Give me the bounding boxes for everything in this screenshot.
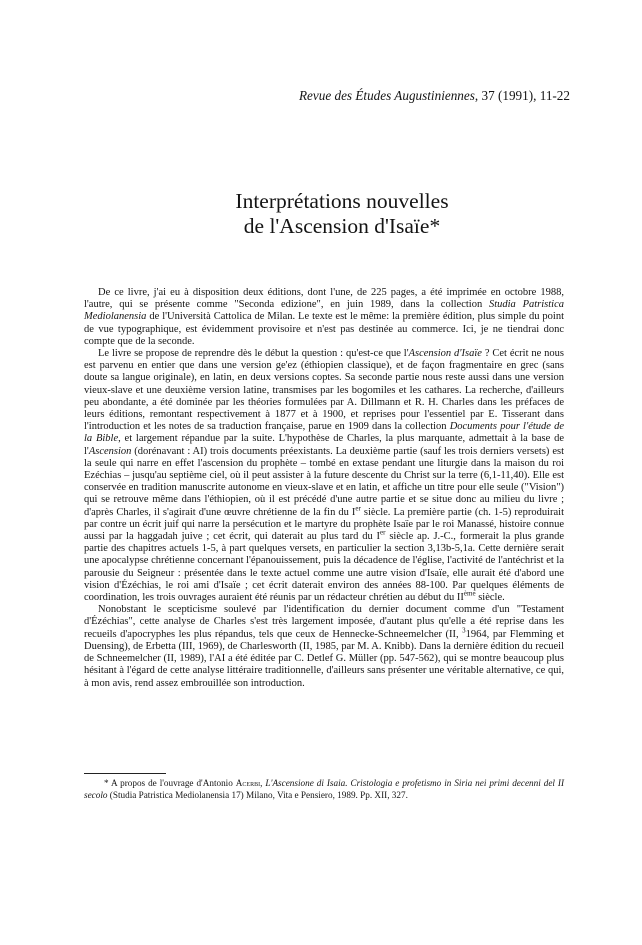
- superscript: ème: [463, 589, 476, 598]
- italic-run: Documents pour l'étude de la Bible: [84, 421, 564, 445]
- footnote-rule: [84, 773, 166, 774]
- superscript: er: [380, 528, 386, 537]
- paragraph-1: [84, 287, 564, 348]
- superscript: er: [355, 504, 361, 513]
- text-run: 1964, par Flemming et Duensing), de Erbetta (III, 1969), de Charlesworth (II, 1985, par M. A. Knibb). Dans la dernière édition du recueil de Schneemelcher (II, 1989), l'AI a été éditée par C. Detlef G. Müller (pp. 547-562), qui se montre beaucoup plus hésitant à l'égard de cette analyse littéraire traditionnelle, d'ailleurs sans présenter une véritable alternative, ce qui, à mon avis, rend assez embrouillée son introduction.: [84, 628, 564, 689]
- text-run: (dorénavant : AI) trois documents préexistants. La deuxième partie (sauf les trois derniers versets) est la seule qui narre en effet l'ascension du prophète – tombé en extase pendant une liturgie dans la maison du roi Ezéchias – jusqu'au septième ciel, où il peut assister à la future descente du Christ sur la terre (6,1-11,40). Elle est conservée en tradition manuscrite autonome en vieux-slave et en latin, et affiche un titre pour elle seule ("Vision") qui se retrouve même dans l'éthiopien, où il est précédé d'une autre partie et se situe donc au milieu du livre ; d'après Charles, il s'agirait d'une œuvre chrétienne de la fin du I: [84, 445, 564, 518]
- text-run: De ce livre, j'ai eu à disposition deux éditions, dont l'une, de 225 pages, a été imprimée en octobre 1988, l'autre, qui se présente comme "Seconda edizione", en juin 1989, dans la collection: [84, 287, 564, 311]
- italic-run: Ascension: [88, 445, 132, 457]
- superscript: 3: [462, 626, 466, 635]
- text-run: Le livre se propose de reprendre dès le début la question : qu'est-ce que l': [98, 348, 409, 360]
- paragraph-3: [84, 604, 564, 689]
- paragraph-2: [84, 348, 564, 604]
- text-run: siècle.: [475, 592, 505, 604]
- text-run: de l'Università Cattolica de Milan. Le texte est le même: la première édition, plus simple du point de vue typographique, est évidemment provisoire et n'est pas destinée au commerce. Ici, je ne tiendrai donc compte que de la seconde.: [84, 311, 564, 347]
- journal-title: Revue des Études Augustiniennes: [298, 88, 475, 103]
- running-header: [250, 88, 570, 104]
- italic-run: Ascension d'Isaïe: [408, 348, 482, 360]
- text-run: ? Cet écrit ne nous est parvenu en entier que dans une version ge'ez (éthiopien classique), et de façon fragmentaire en grec (sans doute sa langue originale), en latin, en deux versions coptes. Sa seconde partie nous reste aussi dans une version vieux-slave et une deuxième version latine, transmises par les bogomiles et les cathares. La recherche, d'ailleurs peu abondante, a été dominée par les théories formulées par A. Dillmann et R. H. Charles dans les préfaces de leurs éditions, remontant respectivement à 1877 et à 1900, et reprises pour l'essentiel par E. Tisserant dans l'introduction et les notes de sa traduction française, parue en 1909 dans la collection: [84, 348, 565, 433]
- text-run: (Studia Patristica Mediolanensia 17) Milano, Vita e Pensiero, 1989. Pp. XII, 327.: [107, 789, 408, 800]
- article-title-line-1: Interprétations nouvelles: [235, 189, 449, 213]
- text-run: siècle. La première partie (ch. 1-5) reproduirait par contre un écrit juif qui narre la persécution et le martyre du prophète Isaïe par le roi Manassé, histoire connue aussi par la haggadah juive ; cet écrit, qui daterait au plus tard du I: [84, 506, 564, 543]
- article-title: [0, 189, 642, 239]
- article-body: [84, 287, 564, 690]
- text-run: siècle ap. J.-C., formerait la plus grande partie des chapitres actuels 1-5, à part quelques versets, en particulier la section 3,13b-5,1a. Cette dernière serait une apocalypse chrétienne concernant l'épanouissement, puis la décadence de l'église, l'activité de l'antéchrist et la parousie du Seigneur : présentée dans le texte actuel comme une autre vision d'Isaïe, elle aurait été d'abord une vision d'Ézéchias, le roi ami d'Isaïe ; cet écrit daterait environ des années 88-100. Par quelques éléments de coordination, les trois ouvrages auraient été réunis par un rédacteur chrétien au début du II: [84, 531, 564, 604]
- journal-citation: , 37 (1991), 11-22: [474, 88, 570, 103]
- article-title-line-2: de l'Ascension d'Isaïe*: [243, 214, 441, 238]
- italic-run: Studia Patristica Mediolanensia: [84, 299, 564, 323]
- book-title: L'Ascensione di Isaia. Cristologia e profetismo in Siria nei primi decenni del II secolo: [84, 778, 565, 800]
- text-run: , et largement répandue par la suite. L'hypothèse de Charles, la plus marquante, admettait à la base de l': [84, 433, 564, 457]
- text-run: * A propos de l'ouvrage d'Antonio: [104, 778, 236, 788]
- footnote: [84, 778, 564, 801]
- text-run: Nonobstant le scepticisme soulevé par l'identification du dernier document comme d'un "Testament d'Ézéchias", cette analyse de Charles s'est très largement imposée, d'autant plus qu'elle a été reprise dans les recueils d'apocryphes les plus répandus, tels que ceux de Hennecke-Schneemelcher (II,: [84, 604, 564, 640]
- text-run: ,: [260, 778, 266, 788]
- author-name: Acerbi: [235, 778, 261, 788]
